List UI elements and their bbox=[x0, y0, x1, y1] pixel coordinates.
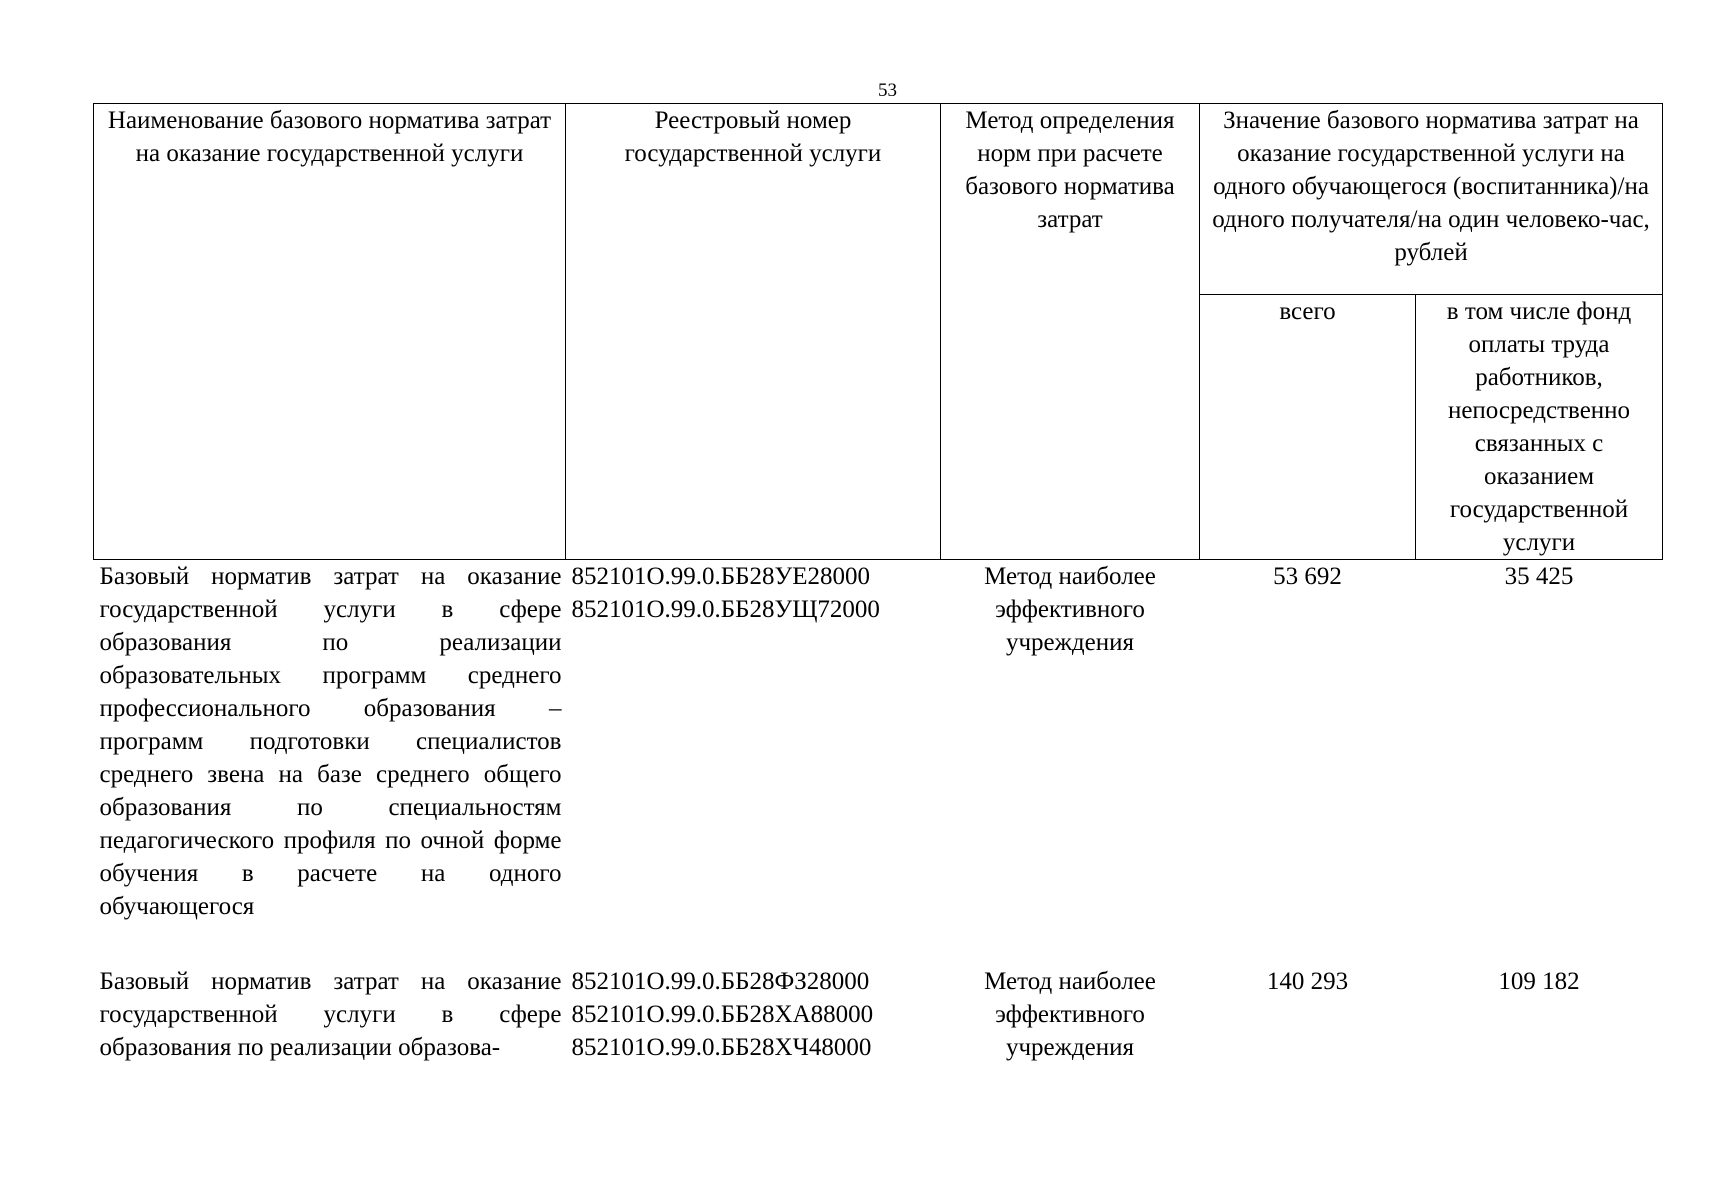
header-payroll: в том числе фонд оплаты труда работников, непосредственно связанных с оказанием государственной услуги bbox=[1416, 295, 1663, 560]
row-name: Базовый норматив затрат на оказание государственной услуги в сфере образования по реализации образовательных программ среднего профессионального образования – программ подготовки специалистов среднего звена на базе среднего общего образования по специальностям педагогического профиля по очной форме обучения в расчете на одного обучающегося bbox=[99, 563, 562, 920]
registry-code: 852101О.99.0.ББ28ХА88000 bbox=[571, 1001, 874, 1028]
row-name: Базовый норматив затрат на оказание государственной услуги в сфере образования по реализации образова- bbox=[99, 968, 562, 1061]
registry-code: 852101О.99.0.ББ28УЕ28000 bbox=[571, 563, 870, 590]
header-registry-number: Реестровый номер государственной услуги bbox=[566, 104, 941, 560]
registry-code: 852101О.99.0.ББ28ХЧ48000 bbox=[571, 1034, 872, 1061]
row-method: Метод наиболее эффективного учреждения bbox=[984, 563, 1156, 656]
header-value-group: Значение базового норматива затрат на оказание государственной услуги на одного обучающегося (воспитанника)/на одного получателя/на один человеко-час, рублей bbox=[1200, 104, 1663, 295]
row-total: 53 692 bbox=[1273, 563, 1342, 590]
row-method: Метод наиболее эффективного учреждения bbox=[984, 968, 1156, 1061]
row-codes bbox=[566, 965, 941, 1064]
header-name: Наименование базового норматива затрат на оказание государственной услуги bbox=[94, 104, 566, 560]
table-row bbox=[94, 965, 1663, 1064]
table-row bbox=[94, 560, 1663, 924]
header-method: Метод определения норм при расчете базового норматива затрат bbox=[941, 104, 1200, 560]
row-payroll: 35 425 bbox=[1504, 563, 1574, 590]
registry-code: 852101О.99.0.ББ28УЩ72000 bbox=[571, 596, 880, 623]
row-codes bbox=[566, 560, 941, 924]
page-number: 53 bbox=[878, 80, 897, 101]
row-spacer bbox=[94, 923, 1663, 965]
row-total: 140 293 bbox=[1266, 968, 1349, 995]
registry-code: 852101О.99.0.ББ28ФЗ28000 bbox=[571, 968, 870, 995]
norm-table bbox=[93, 103, 1663, 1064]
header-total: всего bbox=[1200, 295, 1416, 560]
row-payroll: 109 182 bbox=[1498, 968, 1580, 995]
